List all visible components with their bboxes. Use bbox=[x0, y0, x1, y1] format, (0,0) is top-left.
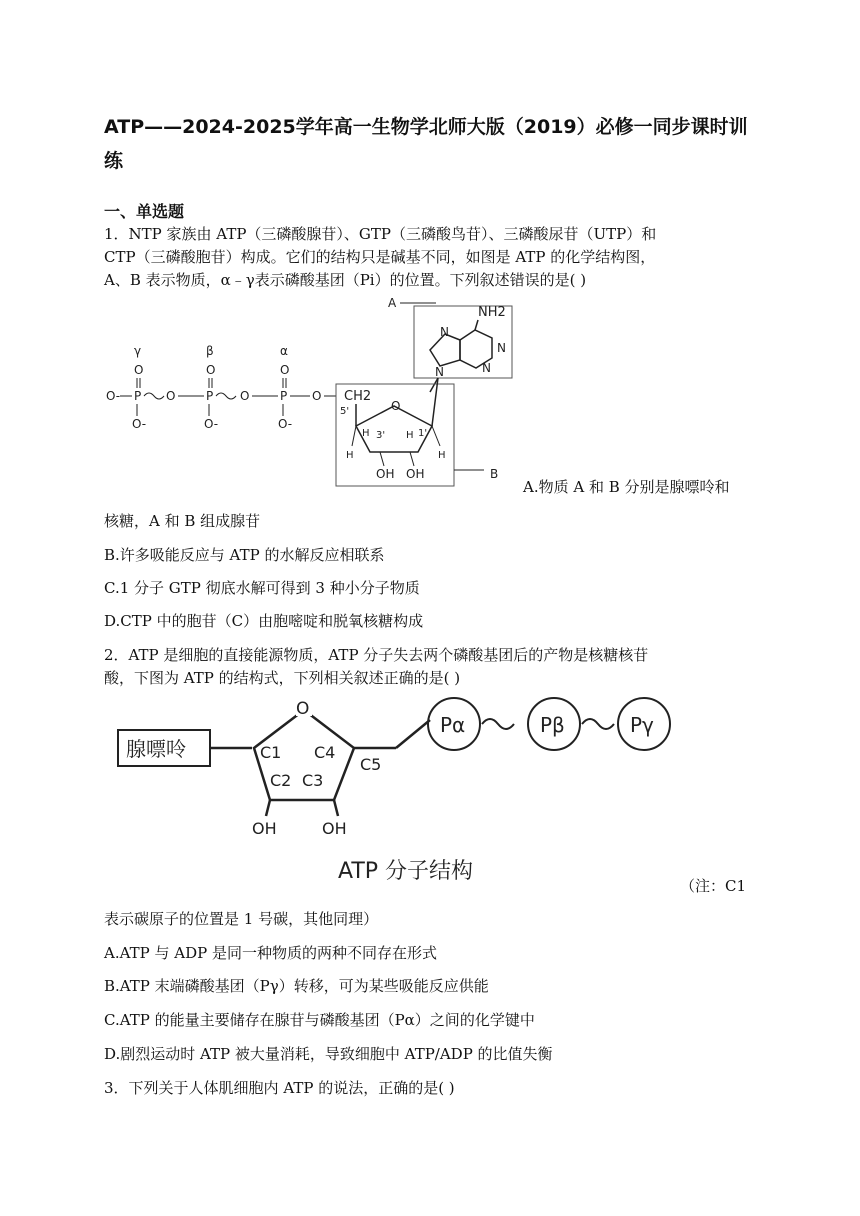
fig1-o-top-1: O bbox=[134, 363, 144, 377]
fig1-o-minus-2: O- bbox=[204, 417, 219, 431]
document-title bbox=[104, 110, 764, 178]
fig1-h-3: H bbox=[346, 450, 354, 461]
q1-stem-line-2: CTP（三磷酸胞苷）构成。它们的结构只是碱基不同，如图是 ATP 的化学结构图， bbox=[104, 248, 656, 266]
fig1-p-gamma: P bbox=[134, 389, 142, 403]
fig1-nh2: NH2 bbox=[478, 305, 506, 320]
fig1-o-left: O- bbox=[106, 389, 121, 403]
q1-stem-line-1: 1．NTP 家族由 ATP（三磷酸腺苷）、GTP（三磷酸鸟苷）、三磷酸尿苷（UTP）和 bbox=[104, 225, 657, 243]
fig1-oh-2: OH bbox=[406, 467, 425, 481]
fig1-c1: 1' bbox=[418, 428, 428, 439]
fig1-o-bridge-3: O bbox=[312, 389, 322, 403]
fig2-c4: C4 bbox=[314, 743, 336, 762]
q1-option-c: C.1 分子 GTP 彻底水解可得到 3 种小分子物质 bbox=[104, 579, 420, 597]
fig1-o-minus-1: O- bbox=[132, 417, 147, 431]
q2-option-d: D.剧烈运动时 ATP 被大量消耗，导致细胞中 ATP/ADP 的比值失衡 bbox=[104, 1045, 553, 1063]
fig1-h-2: H bbox=[406, 430, 414, 441]
fig2-p-beta: Pβ bbox=[540, 713, 565, 737]
q1-atp-structure-figure bbox=[100, 292, 520, 492]
q2-note-part1: （注：C1 bbox=[680, 877, 747, 895]
fig2-oh-2: OH bbox=[322, 819, 347, 838]
fig1-o-ring: O bbox=[391, 399, 401, 413]
q1-option-b: B.许多吸能反应与 ATP 的水解反应相联系 bbox=[104, 546, 385, 564]
fig2-p-gamma: Pγ bbox=[630, 713, 654, 737]
fig2-c1: C1 bbox=[260, 743, 282, 762]
fig2-adenine: 腺嘌呤 bbox=[126, 737, 186, 761]
fig1-gamma: γ bbox=[134, 344, 142, 358]
q1-option-d: D.CTP 中的胞苷（C）由胞嘧啶和脱氧核糖构成 bbox=[104, 612, 424, 630]
fig2-caption: ATP 分子结构 bbox=[338, 859, 474, 884]
q1-stem-line-3: A、B 表示物质，α﹣γ表示磷酸基团（Pi）的位置。下列叙述错误的是( ) bbox=[104, 271, 587, 289]
fig2-c3: C3 bbox=[302, 771, 324, 790]
fig1-n7: N bbox=[440, 325, 449, 339]
fig2-p-alpha: Pα bbox=[440, 713, 466, 737]
section-heading: 一、单选题 bbox=[104, 202, 185, 221]
q2-stem-line-1: 2．ATP 是细胞的直接能源物质，ATP 分子失去两个磷酸基团后的产物是核糖核苷 bbox=[104, 646, 649, 664]
fig1-h-1: H bbox=[362, 428, 370, 439]
fig1-p-beta: P bbox=[206, 389, 214, 403]
q2-option-b: B.ATP 末端磷酸基团（Pγ）转移，可为某些吸能反应供能 bbox=[104, 977, 489, 995]
fig1-c5: 5' bbox=[340, 406, 350, 417]
title-line-2: 练 bbox=[104, 150, 124, 172]
fig1-o-top-3: O bbox=[280, 363, 290, 377]
q2-note-part2: 表示碳原子的位置是 1 号碳，其他同理） bbox=[104, 910, 379, 928]
fig1-c3: 3' bbox=[376, 430, 386, 441]
fig1-label-b: B bbox=[490, 467, 499, 481]
q1-option-a-part1: A.物质 A 和 B 分别是腺嘌呤和 bbox=[523, 478, 730, 496]
q2-option-c: C.ATP 的能量主要储存在腺苷与磷酸基团（Pα）之间的化学键中 bbox=[104, 1011, 535, 1029]
fig1-o-bridge-2: O bbox=[240, 389, 250, 403]
title-line-1: ATP——2024-2025学年高一生物学北师大版（2019）必修一同步课时训 bbox=[104, 116, 748, 138]
q2-stem-line-2: 酸，下图为 ATP 的结构式，下列相关叙述正确的是( ) bbox=[104, 669, 461, 687]
fig1-o-top-2: O bbox=[206, 363, 216, 377]
q3-stem-line-1: 3．下列关于人体肌细胞内 ATP 的说法，正确的是( ) bbox=[104, 1079, 455, 1097]
fig1-o-minus-3: O- bbox=[278, 417, 293, 431]
q2-option-a: A.ATP 与 ADP 是同一种物质的两种不同存在形式 bbox=[104, 944, 437, 962]
fig1-n3: N bbox=[482, 361, 491, 375]
fig1-n1: N bbox=[497, 341, 506, 355]
fig1-ch2: CH2 bbox=[344, 389, 372, 404]
fig1-o-bridge-1: O bbox=[166, 389, 176, 403]
fig1-beta: β bbox=[206, 344, 214, 358]
fig1-n9: N bbox=[435, 365, 444, 379]
q1-option-a-part2: 核糖，A 和 B 组成腺苷 bbox=[104, 512, 261, 530]
fig1-label-a: A bbox=[388, 296, 397, 310]
fig2-o: O bbox=[296, 699, 310, 719]
q2-atp-molecule-figure bbox=[110, 690, 690, 890]
fig2-c5: C5 bbox=[360, 755, 382, 774]
fig1-p-alpha: P bbox=[280, 389, 288, 403]
fig1-h-4: H bbox=[438, 450, 446, 461]
fig2-oh-1: OH bbox=[252, 819, 277, 838]
fig2-c2: C2 bbox=[270, 771, 292, 790]
fig1-oh-1: OH bbox=[376, 467, 395, 481]
fig1-alpha: α bbox=[280, 344, 288, 358]
